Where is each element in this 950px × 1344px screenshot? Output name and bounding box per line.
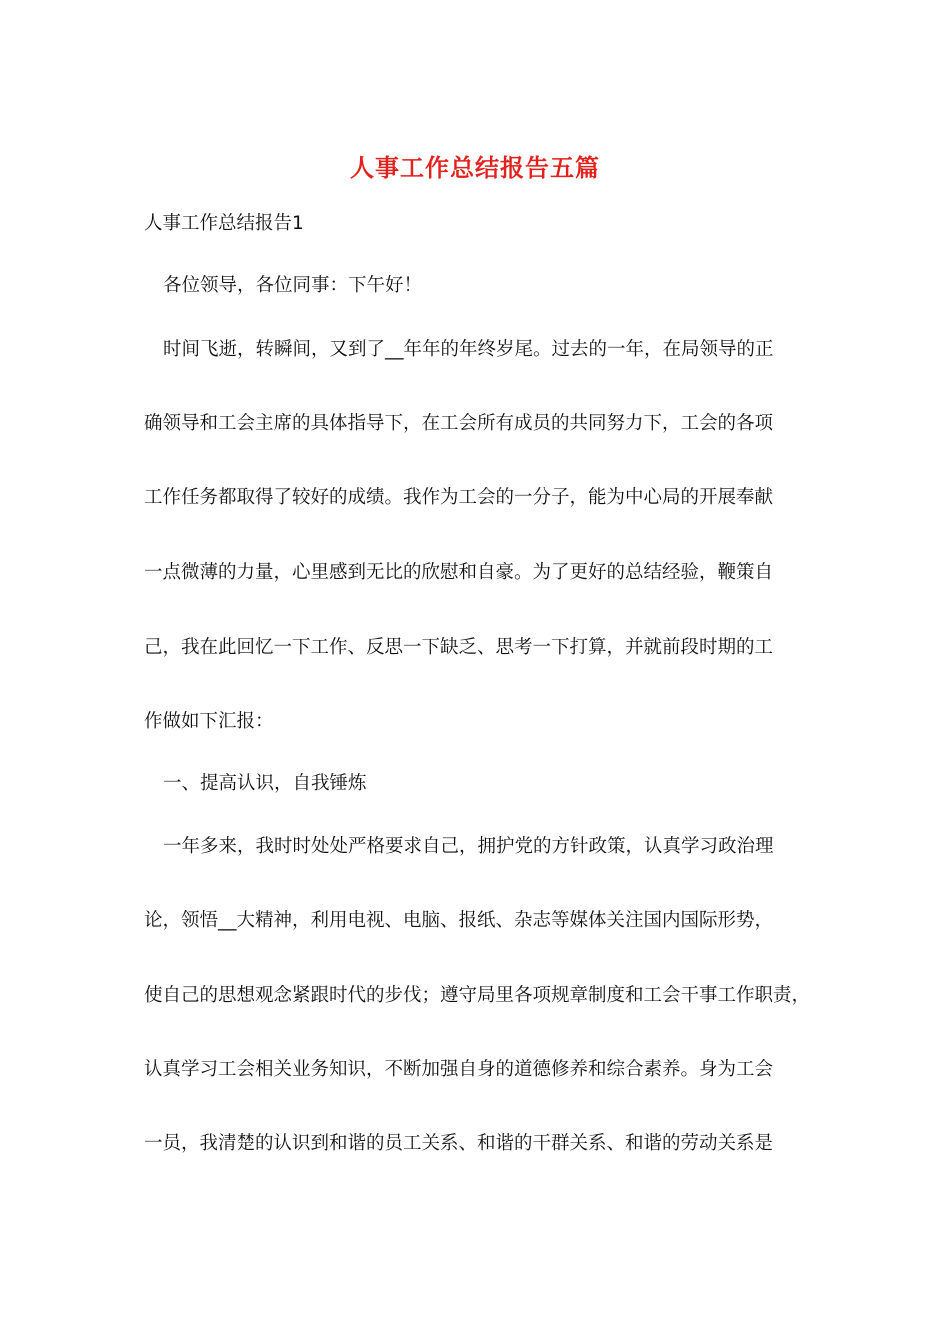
greeting: 各位领导，各位同事：下午好！ [163,275,423,296]
paragraph-line: 一点微薄的力量，心里感到无比的欣慰和自豪。为了更好的总结经验，鞭策自 [144,562,774,583]
section-heading: 人事工作总结报告1 [144,213,304,234]
paragraph-line: 一员，我清楚的认识到和谐的员工关系、和谐的干群关系、和谐的劳动关系是 [144,1133,774,1154]
subheading: 一、提高认识，自我锤炼 [163,773,367,794]
paragraph-line: 使自己的思想观念紧跟时代的步伐；遵守局里各项规章制度和工会干事工作职责， [144,985,811,1006]
document-title: 人事工作总结报告五篇 [350,153,600,182]
paragraph-line: 确领导和工会主席的具体指导下，在工会所有成员的共同努力下，工会的各项 [144,413,774,434]
paragraph-line: 作做如下汇报： [144,711,274,732]
paragraph-line: 一年多来，我时时处处严格要求自己，拥护党的方针政策，认真学习政治理 [163,836,774,857]
paragraph-line: 认真学习工会相关业务知识，不断加强自身的道德修养和综合素养。身为工会 [144,1059,774,1080]
paragraph-line: 时间飞逝，转瞬间，又到了__年年的年终岁尾。过去的一年，在局领导的正 [163,339,774,360]
paragraph-line: 论，领悟__大精神，利用电视、电脑、报纸、杂志等媒体关注国内国际形势， [144,910,774,931]
paragraph-line: 工作任务都取得了较好的成绩。我作为工会的一分子，能为中心局的开展奉献 [144,487,774,508]
paragraph-line: 己，我在此回忆一下工作、反思一下缺乏、思考一下打算，并就前段时期的工 [144,637,774,658]
